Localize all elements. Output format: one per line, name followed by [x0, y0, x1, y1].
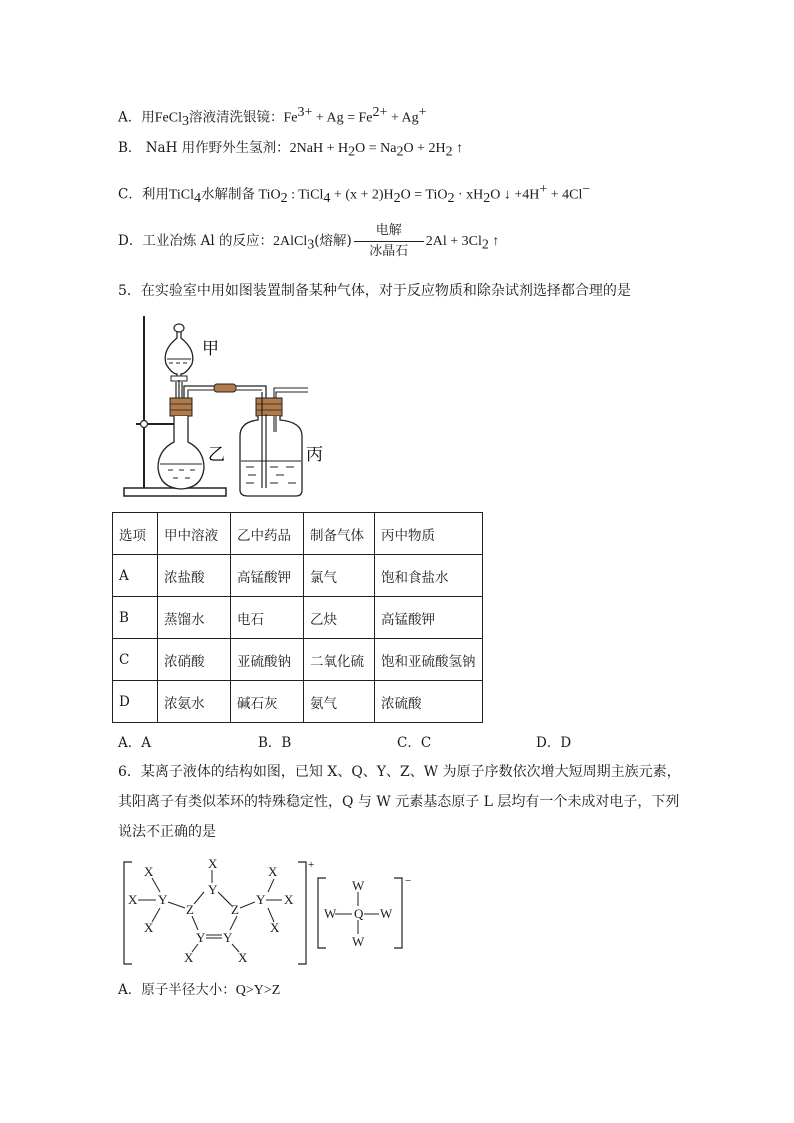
table-cell: C [113, 639, 158, 681]
svg-text:W: W [380, 906, 393, 921]
svg-text:X: X [144, 920, 154, 935]
svg-text:Q: Q [354, 906, 364, 921]
outlet-tube [274, 388, 308, 398]
clamp-knob [141, 421, 148, 428]
options-table [112, 512, 483, 723]
condition-top: 电解 [375, 222, 402, 238]
table-header-cell: 丙中物质 [375, 513, 483, 555]
table-header-cell: 制备气体 [304, 513, 375, 555]
table-header-row [113, 513, 483, 555]
svg-text:Z: Z [186, 902, 194, 917]
svg-text:Z: Z [231, 902, 239, 917]
table-cell: 碱石灰 [231, 681, 304, 723]
anion-bracket-right [394, 878, 402, 948]
table-cell: 氯气 [304, 555, 375, 597]
label-bing: 丙 [306, 445, 323, 464]
q4-option-c: C．利用TiCl$_4$水解制备 TiO$_2$ : TiCl$_4$ + $(x + 2)H_2O = TiO_2 \cdot xH_2O$ ↓ +4H+ + 4Cl− [118, 182, 591, 207]
choice-c[interactable]: C．C [397, 735, 432, 751]
q6-option-a: A．原子半径大小：Q>Y>Z [118, 982, 281, 998]
svg-text:X: X [144, 864, 154, 879]
svg-text:X: X [284, 892, 294, 907]
cation-charge: + [308, 859, 315, 871]
table-row [113, 597, 483, 639]
gas-washing-bottle [240, 416, 302, 496]
table-cell: 高锰酸钾 [375, 597, 483, 639]
bottle-stopper [256, 398, 282, 416]
table-cell: 饱和食盐水 [375, 555, 483, 597]
svg-text:Y: Y [208, 882, 218, 897]
q4-option-d: D．工业冶炼 Al 的反应：2AlCl$_3$(熔解) $\frac{\text{电解}}{\text{冰晶石}}$ $2Al + 3Cl_2$ ↑ [118, 219, 499, 263]
q4-option-a: A．用FeCl$_3$溶液清洗银镜：$Fe^{3+} + Ag = Fe^{2+} + Ag^+$ [118, 105, 427, 130]
svg-text:X: X [270, 920, 280, 935]
table-row [113, 681, 483, 723]
svg-text:X: X [238, 950, 248, 965]
flask-stopper [170, 398, 192, 416]
q5-stem: 5．在实验室中用如图装置制备某种气体，对于反应物质和除杂试剂选择都合理的是 [118, 283, 631, 299]
table-cell: 饱和亚硫酸氢钠 [375, 639, 483, 681]
table-cell: 亚硫酸钠 [231, 639, 304, 681]
table-cell: 乙炔 [304, 597, 375, 639]
q6-stem-line-1: 6．某离子液体的结构如图，已知 X、Q、Y、Z、W 为原子序数依次增大短周期主族元素， [118, 764, 681, 780]
svg-text:X: X [208, 856, 218, 871]
bond-lines [138, 870, 379, 952]
svg-text:Y: Y [196, 930, 206, 945]
svg-text:Y: Y [223, 930, 233, 945]
table-header-cell: 甲中溶液 [158, 513, 231, 555]
svg-text:X: X [268, 864, 278, 879]
choice-d[interactable]: D．D [536, 735, 572, 751]
table-header-cell: 乙中药品 [231, 513, 304, 555]
table-header-cell: 选项 [113, 513, 158, 555]
cation-bracket-left [124, 862, 132, 964]
separatory-funnel [165, 330, 193, 380]
svg-text:W: W [352, 878, 365, 893]
table-row [113, 555, 483, 597]
svg-text:X: X [184, 950, 194, 965]
table-cell: 浓氨水 [158, 681, 231, 723]
funnel-stopper [174, 324, 184, 332]
label-jia: 甲 [202, 339, 219, 358]
table-cell: 浓硫酸 [375, 681, 483, 723]
choice-a[interactable]: A．A [118, 735, 151, 751]
table-cell: 蒸馏水 [158, 597, 231, 639]
label-yi: 乙 [208, 445, 225, 464]
q6-stem-line-2: 其阳离子有类似苯环的特殊稳定性，Q 与 W 元素基态原子 L 层均有一个未成对电子，下列 [118, 794, 680, 810]
table-cell: 二氧化硫 [304, 639, 375, 681]
apparatus-diagram [118, 312, 458, 502]
table-cell: 浓盐酸 [158, 555, 231, 597]
stand-base [124, 488, 226, 496]
ionic-liquid-structure [118, 852, 428, 970]
table-cell: 浓硝酸 [158, 639, 231, 681]
reaction-arrow-bar [354, 241, 424, 242]
condition-bottom: 冰晶石 [369, 243, 409, 259]
table-cell: B [113, 597, 158, 639]
table-cell: 氨气 [304, 681, 375, 723]
q6-stem-line-3: 说法不正确的是 [118, 824, 216, 840]
table-cell: 高锰酸钾 [231, 555, 304, 597]
reaction-condition [354, 222, 424, 262]
svg-text:X: X [128, 892, 138, 907]
round-bottom-flask [158, 416, 204, 489]
svg-text:W: W [352, 934, 365, 949]
svg-text:Y: Y [158, 892, 168, 907]
rubber-connector [214, 384, 236, 392]
cation-bracket-right [298, 862, 306, 964]
anion-charge: − [405, 875, 412, 887]
table-cell: 电石 [231, 597, 304, 639]
table-row [113, 639, 483, 681]
svg-text:Y: Y [256, 892, 266, 907]
table-cell: D [113, 681, 158, 723]
q4-option-b: B． NaH 用作野外生氢剂：$2NaH + H_2O = Na_2O + 2H_2$ ↑ [118, 140, 464, 160]
table-cell: A [113, 555, 158, 597]
svg-text:W: W [324, 906, 337, 921]
choice-b[interactable]: B．B [258, 735, 292, 751]
